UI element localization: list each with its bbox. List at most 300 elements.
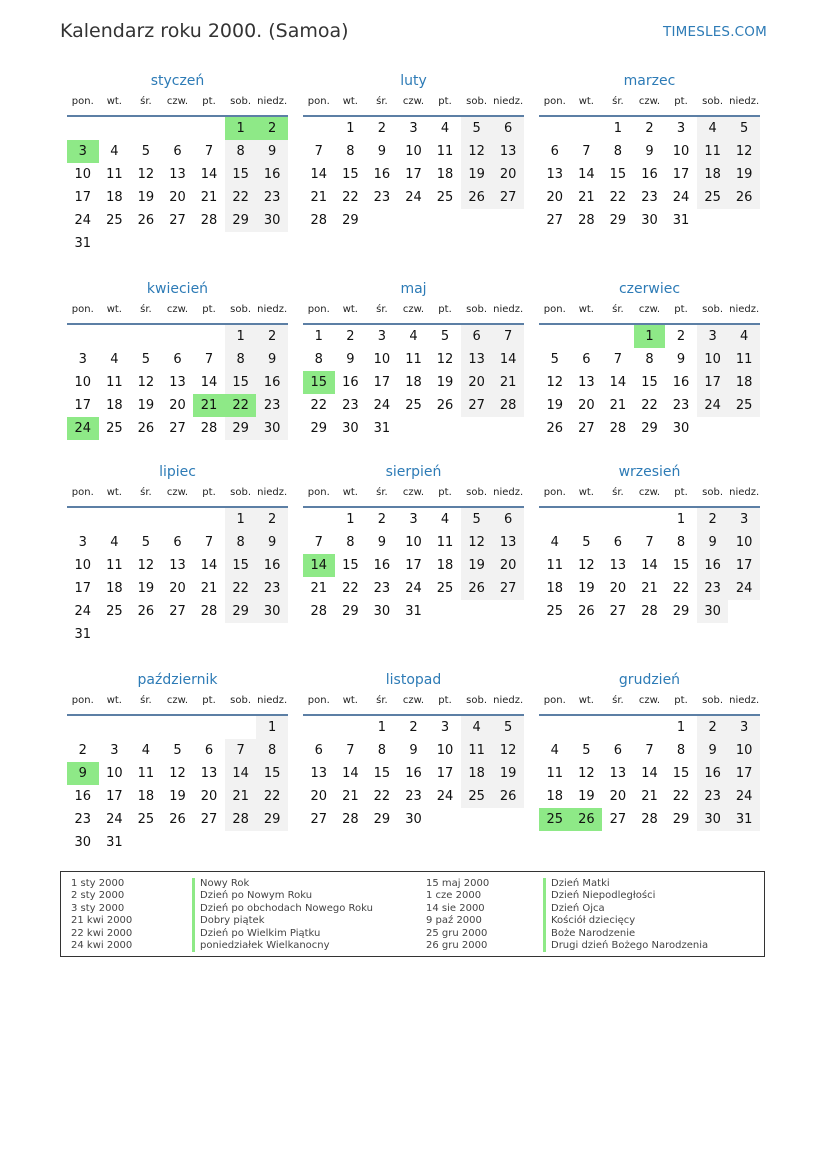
day-cell[interactable]: 16 xyxy=(373,167,391,182)
day-cell[interactable]: 4 xyxy=(440,121,450,136)
day-cell[interactable]: 5 xyxy=(141,535,151,550)
day-cell[interactable]: 10 xyxy=(405,144,422,159)
day-cell[interactable]: 20 xyxy=(169,398,186,413)
day-cell[interactable]: 17 xyxy=(405,558,422,573)
day-cell[interactable]: 5 xyxy=(492,716,524,739)
day-cell[interactable]: 20 xyxy=(169,581,186,596)
day-cell[interactable]: 29 xyxy=(641,421,658,436)
day-cell[interactable]: 14 xyxy=(310,167,328,182)
day-cell[interactable]: 6 xyxy=(173,535,182,550)
day-cell[interactable]: 11 xyxy=(697,140,729,163)
day-cell[interactable]: 4 xyxy=(728,325,760,348)
day-cell[interactable]: 14 xyxy=(225,762,257,785)
day-cell[interactable]: 29 xyxy=(342,604,359,619)
day-cell[interactable]: 2 xyxy=(409,720,418,735)
day-cell[interactable]: 9 xyxy=(676,352,686,367)
day-cell[interactable]: 1 xyxy=(377,720,387,735)
day-cell[interactable]: 11 xyxy=(137,766,155,781)
day-cell[interactable]: 19 xyxy=(137,398,155,413)
day-cell[interactable]: 23 xyxy=(697,577,729,600)
day-cell[interactable]: 12 xyxy=(461,140,493,163)
day-cell[interactable]: 3 xyxy=(728,716,760,739)
day-cell[interactable]: 3 xyxy=(409,121,418,136)
day-cell[interactable]: 29 xyxy=(342,213,359,228)
day-cell[interactable]: 21 xyxy=(200,581,218,596)
day-cell[interactable]: 28 xyxy=(200,604,218,619)
day-cell[interactable]: 19 xyxy=(436,375,454,390)
day-cell[interactable]: 7 xyxy=(204,352,214,367)
day-cell[interactable]: 2 xyxy=(676,329,686,344)
day-cell[interactable]: 3 xyxy=(78,535,87,550)
day-cell[interactable]: 21 xyxy=(310,581,328,596)
day-cell[interactable]: 25 xyxy=(405,398,422,413)
day-cell[interactable]: 1 xyxy=(314,329,323,344)
day-cell[interactable]: 22 xyxy=(342,581,359,596)
day-cell[interactable]: 1 xyxy=(225,117,257,140)
day-cell[interactable]: 8 xyxy=(676,535,686,550)
day-cell[interactable]: 23 xyxy=(74,812,92,827)
day-cell[interactable]: 2 xyxy=(697,716,729,739)
day-cell[interactable]: 28 xyxy=(609,421,627,436)
day-cell[interactable]: 18 xyxy=(106,398,123,413)
day-cell[interactable]: 16 xyxy=(342,375,359,390)
day-cell[interactable]: 4 xyxy=(440,512,450,527)
day-cell[interactable]: 27 xyxy=(609,812,627,827)
day-cell[interactable]: 19 xyxy=(137,190,155,205)
day-cell[interactable]: 22 xyxy=(641,398,658,413)
day-cell[interactable]: 2 xyxy=(645,121,654,136)
day-cell[interactable]: 17 xyxy=(74,581,92,596)
day-cell[interactable]: 7 xyxy=(582,144,591,159)
day-cell[interactable]: 12 xyxy=(546,375,564,390)
day-cell[interactable]: 5 xyxy=(582,535,591,550)
day-cell[interactable]: 1 xyxy=(256,716,288,739)
day-cell[interactable]: 30 xyxy=(641,213,658,228)
day-cell[interactable]: 6 xyxy=(550,144,559,159)
day-cell[interactable]: 15 xyxy=(672,558,690,573)
day-cell[interactable]: 30 xyxy=(256,209,288,232)
day-cell[interactable]: 18 xyxy=(697,163,729,186)
day-cell[interactable]: 30 xyxy=(256,600,288,623)
day-cell[interactable]: 20 xyxy=(200,789,218,804)
day-cell[interactable]: 1 xyxy=(613,121,623,136)
day-cell[interactable]: 9 xyxy=(256,140,288,163)
day-cell[interactable]: 22 xyxy=(225,394,257,417)
day-cell[interactable]: 26 xyxy=(137,213,155,228)
day-cell[interactable]: 27 xyxy=(200,812,218,827)
day-cell[interactable]: 13 xyxy=(169,167,186,182)
day-cell[interactable]: 13 xyxy=(546,167,564,182)
day-cell[interactable]: 25 xyxy=(436,190,454,205)
day-cell[interactable]: 14 xyxy=(200,167,218,182)
day-cell[interactable]: 17 xyxy=(436,766,454,781)
day-cell[interactable]: 3 xyxy=(78,352,87,367)
day-cell[interactable]: 30 xyxy=(697,600,729,623)
day-cell[interactable]: 30 xyxy=(405,812,422,827)
day-cell[interactable]: 14 xyxy=(641,766,658,781)
day-cell[interactable]: 13 xyxy=(169,375,186,390)
day-cell[interactable]: 8 xyxy=(225,140,257,163)
day-cell[interactable]: 6 xyxy=(582,352,591,367)
day-cell[interactable]: 25 xyxy=(106,213,123,228)
day-cell[interactable]: 7 xyxy=(645,535,654,550)
day-cell[interactable]: 22 xyxy=(609,190,627,205)
day-cell[interactable]: 5 xyxy=(173,743,182,758)
day-cell[interactable]: 13 xyxy=(492,140,524,163)
day-cell[interactable]: 24 xyxy=(728,577,760,600)
day-cell[interactable]: 5 xyxy=(461,508,493,531)
day-cell[interactable]: 22 xyxy=(672,581,690,596)
day-cell[interactable]: 5 xyxy=(440,329,450,344)
day-cell[interactable]: 24 xyxy=(405,581,422,596)
day-cell[interactable]: 2 xyxy=(256,325,288,348)
day-cell[interactable]: 28 xyxy=(310,213,328,228)
day-cell[interactable]: 15 xyxy=(672,766,690,781)
day-cell[interactable]: 25 xyxy=(436,581,454,596)
day-cell[interactable]: 22 xyxy=(342,190,359,205)
day-cell[interactable]: 5 xyxy=(550,352,559,367)
day-cell[interactable]: 17 xyxy=(697,371,729,394)
day-cell[interactable]: 19 xyxy=(546,398,564,413)
day-cell[interactable]: 8 xyxy=(346,144,355,159)
day-cell[interactable]: 10 xyxy=(74,375,92,390)
day-cell[interactable]: 23 xyxy=(342,398,359,413)
day-cell[interactable]: 21 xyxy=(310,190,328,205)
day-cell[interactable]: 6 xyxy=(204,743,214,758)
day-cell[interactable]: 13 xyxy=(169,558,186,573)
day-cell[interactable]: 27 xyxy=(609,604,627,619)
day-cell[interactable]: 19 xyxy=(169,789,186,804)
day-cell[interactable]: 12 xyxy=(137,167,155,182)
day-cell[interactable]: 4 xyxy=(461,716,493,739)
day-cell[interactable]: 26 xyxy=(137,421,155,436)
day-cell[interactable]: 21 xyxy=(200,190,218,205)
day-cell[interactable]: 7 xyxy=(613,352,623,367)
day-cell[interactable]: 7 xyxy=(314,144,323,159)
day-cell[interactable]: 10 xyxy=(373,352,391,367)
day-cell[interactable]: 28 xyxy=(310,604,328,619)
day-cell[interactable]: 8 xyxy=(225,531,257,554)
day-cell[interactable]: 30 xyxy=(373,604,391,619)
day-cell[interactable]: 25 xyxy=(106,421,123,436)
day-cell[interactable]: 12 xyxy=(461,531,493,554)
day-cell[interactable]: 25 xyxy=(546,604,564,619)
day-cell[interactable]: 11 xyxy=(106,558,123,573)
day-cell[interactable]: 20 xyxy=(492,163,524,186)
day-cell[interactable]: 8 xyxy=(645,352,654,367)
day-cell[interactable]: 26 xyxy=(546,421,564,436)
day-cell[interactable]: 21 xyxy=(193,394,225,417)
day-cell[interactable]: 25 xyxy=(539,808,571,831)
day-cell[interactable]: 14 xyxy=(342,766,359,781)
day-cell[interactable]: 27 xyxy=(461,394,493,417)
day-cell[interactable]: 20 xyxy=(578,398,595,413)
day-cell[interactable]: 22 xyxy=(373,789,391,804)
day-cell[interactable]: 15 xyxy=(303,371,335,394)
day-cell[interactable]: 9 xyxy=(377,535,387,550)
day-cell[interactable]: 28 xyxy=(225,808,257,831)
day-cell[interactable]: 6 xyxy=(314,743,323,758)
day-cell[interactable]: 18 xyxy=(546,789,564,804)
day-cell[interactable]: 19 xyxy=(578,789,595,804)
day-cell[interactable]: 7 xyxy=(645,743,654,758)
day-cell[interactable]: 12 xyxy=(578,558,595,573)
day-cell[interactable]: 3 xyxy=(440,720,450,735)
day-cell[interactable]: 16 xyxy=(256,554,288,577)
day-cell[interactable]: 16 xyxy=(256,163,288,186)
day-cell[interactable]: 23 xyxy=(697,785,729,808)
day-cell[interactable]: 28 xyxy=(641,812,658,827)
day-cell[interactable]: 16 xyxy=(672,375,690,390)
day-cell[interactable]: 19 xyxy=(461,554,493,577)
day-cell[interactable]: 10 xyxy=(106,766,123,781)
day-cell[interactable]: 6 xyxy=(173,144,182,159)
day-cell[interactable]: 10 xyxy=(728,531,760,554)
day-cell[interactable]: 4 xyxy=(409,329,418,344)
day-cell[interactable]: 3 xyxy=(697,325,729,348)
day-cell[interactable]: 7 xyxy=(492,325,524,348)
day-cell[interactable]: 10 xyxy=(74,167,92,182)
day-cell[interactable]: 26 xyxy=(169,812,186,827)
day-cell[interactable]: 13 xyxy=(461,348,493,371)
day-cell[interactable]: 26 xyxy=(461,186,493,209)
day-cell[interactable]: 2 xyxy=(697,508,729,531)
day-cell[interactable]: 28 xyxy=(200,213,218,228)
day-cell[interactable]: 11 xyxy=(436,144,454,159)
day-cell[interactable]: 18 xyxy=(436,167,454,182)
day-cell[interactable]: 20 xyxy=(310,789,328,804)
day-cell[interactable]: 24 xyxy=(67,417,99,440)
day-cell[interactable]: 9 xyxy=(377,144,387,159)
day-cell[interactable]: 2 xyxy=(256,508,288,531)
day-cell[interactable]: 26 xyxy=(492,785,524,808)
day-cell[interactable]: 18 xyxy=(546,581,564,596)
day-cell[interactable]: 11 xyxy=(106,167,123,182)
day-cell[interactable]: 29 xyxy=(225,209,257,232)
day-cell[interactable]: 20 xyxy=(546,190,564,205)
day-cell[interactable]: 13 xyxy=(200,766,218,781)
brand-link[interactable]: TIMESLES.COM xyxy=(663,24,767,40)
day-cell[interactable]: 28 xyxy=(342,812,359,827)
day-cell[interactable]: 3 xyxy=(676,121,686,136)
day-cell[interactable]: 18 xyxy=(137,789,155,804)
day-cell[interactable]: 7 xyxy=(204,144,214,159)
day-cell[interactable]: 31 xyxy=(728,808,760,831)
day-cell[interactable]: 23 xyxy=(256,394,288,417)
day-cell[interactable]: 24 xyxy=(436,789,454,804)
day-cell[interactable]: 21 xyxy=(225,785,257,808)
day-cell[interactable]: 23 xyxy=(373,581,391,596)
day-cell[interactable]: 17 xyxy=(728,554,760,577)
day-cell[interactable]: 27 xyxy=(546,213,564,228)
day-cell[interactable]: 9 xyxy=(697,531,729,554)
day-cell[interactable]: 25 xyxy=(461,785,493,808)
day-cell[interactable]: 6 xyxy=(613,743,623,758)
day-cell[interactable]: 24 xyxy=(74,604,92,619)
day-cell[interactable]: 29 xyxy=(225,417,257,440)
day-cell[interactable]: 16 xyxy=(697,554,729,577)
day-cell[interactable]: 29 xyxy=(672,812,690,827)
day-cell[interactable]: 12 xyxy=(436,352,454,367)
day-cell[interactable]: 18 xyxy=(405,375,422,390)
day-cell[interactable]: 4 xyxy=(697,117,729,140)
day-cell[interactable]: 15 xyxy=(609,167,627,182)
day-cell[interactable]: 21 xyxy=(578,190,595,205)
day-cell[interactable]: 16 xyxy=(74,789,92,804)
day-cell[interactable]: 4 xyxy=(110,535,119,550)
day-cell[interactable]: 6 xyxy=(492,508,524,531)
day-cell[interactable]: 4 xyxy=(550,535,559,550)
day-cell[interactable]: 4 xyxy=(110,144,119,159)
day-cell[interactable]: 13 xyxy=(492,531,524,554)
day-cell[interactable]: 17 xyxy=(405,167,422,182)
day-cell[interactable]: 29 xyxy=(225,600,257,623)
day-cell[interactable]: 29 xyxy=(373,812,391,827)
day-cell[interactable]: 16 xyxy=(641,167,658,182)
day-cell[interactable]: 17 xyxy=(74,190,92,205)
day-cell[interactable]: 27 xyxy=(492,186,524,209)
day-cell[interactable]: 19 xyxy=(728,163,760,186)
day-cell[interactable]: 15 xyxy=(225,554,257,577)
day-cell[interactable]: 12 xyxy=(728,140,760,163)
day-cell[interactable]: 6 xyxy=(613,535,623,550)
day-cell[interactable]: 29 xyxy=(609,213,627,228)
day-cell[interactable]: 20 xyxy=(492,554,524,577)
day-cell[interactable]: 24 xyxy=(728,785,760,808)
day-cell[interactable]: 22 xyxy=(310,398,328,413)
day-cell[interactable]: 23 xyxy=(256,577,288,600)
day-cell[interactable]: 2 xyxy=(256,117,288,140)
day-cell[interactable]: 3 xyxy=(67,140,99,163)
day-cell[interactable]: 15 xyxy=(342,167,359,182)
day-cell[interactable]: 12 xyxy=(492,739,524,762)
day-cell[interactable]: 2 xyxy=(346,329,355,344)
day-cell[interactable]: 17 xyxy=(672,167,690,182)
day-cell[interactable]: 27 xyxy=(169,213,186,228)
day-cell[interactable]: 11 xyxy=(728,348,760,371)
day-cell[interactable]: 27 xyxy=(492,577,524,600)
day-cell[interactable]: 5 xyxy=(461,117,493,140)
day-cell[interactable]: 27 xyxy=(169,421,186,436)
day-cell[interactable]: 5 xyxy=(141,352,151,367)
day-cell[interactable]: 9 xyxy=(645,144,654,159)
day-cell[interactable]: 14 xyxy=(200,558,218,573)
day-cell[interactable]: 15 xyxy=(225,371,257,394)
day-cell[interactable]: 18 xyxy=(728,371,760,394)
day-cell[interactable]: 8 xyxy=(377,743,387,758)
day-cell[interactable]: 14 xyxy=(578,167,595,182)
day-cell[interactable]: 1 xyxy=(346,512,355,527)
day-cell[interactable]: 25 xyxy=(728,394,760,417)
day-cell[interactable]: 1 xyxy=(346,121,355,136)
day-cell[interactable]: 21 xyxy=(342,789,359,804)
day-cell[interactable]: 28 xyxy=(641,604,658,619)
day-cell[interactable]: 10 xyxy=(672,144,690,159)
day-cell[interactable]: 8 xyxy=(676,743,686,758)
day-cell[interactable]: 16 xyxy=(373,558,391,573)
day-cell[interactable]: 27 xyxy=(310,812,328,827)
day-cell[interactable]: 14 xyxy=(641,558,658,573)
day-cell[interactable]: 30 xyxy=(342,421,359,436)
day-cell[interactable]: 5 xyxy=(582,743,591,758)
day-cell[interactable]: 28 xyxy=(200,421,218,436)
day-cell[interactable]: 16 xyxy=(256,371,288,394)
day-cell[interactable]: 10 xyxy=(74,558,92,573)
day-cell[interactable]: 15 xyxy=(342,558,359,573)
day-cell[interactable]: 14 xyxy=(200,375,218,390)
day-cell[interactable]: 10 xyxy=(728,739,760,762)
day-cell[interactable]: 3 xyxy=(110,743,119,758)
day-cell[interactable]: 9 xyxy=(697,739,729,762)
day-cell[interactable]: 8 xyxy=(346,535,355,550)
day-cell[interactable]: 8 xyxy=(225,348,257,371)
day-cell[interactable]: 11 xyxy=(546,766,564,781)
day-cell[interactable]: 7 xyxy=(225,739,257,762)
day-cell[interactable]: 4 xyxy=(141,743,151,758)
day-cell[interactable]: 26 xyxy=(728,186,760,209)
day-cell[interactable]: 29 xyxy=(256,808,288,831)
day-cell[interactable]: 17 xyxy=(728,762,760,785)
day-cell[interactable]: 21 xyxy=(641,581,658,596)
day-cell[interactable]: 29 xyxy=(672,604,690,619)
day-cell[interactable]: 26 xyxy=(571,808,603,831)
day-cell[interactable]: 20 xyxy=(461,371,493,394)
day-cell[interactable]: 9 xyxy=(256,348,288,371)
day-cell[interactable]: 12 xyxy=(578,766,595,781)
day-cell[interactable]: 27 xyxy=(578,421,595,436)
day-cell[interactable]: 6 xyxy=(492,117,524,140)
day-cell[interactable]: 7 xyxy=(314,535,323,550)
day-cell[interactable]: 1 xyxy=(676,720,686,735)
day-cell[interactable]: 30 xyxy=(256,417,288,440)
day-cell[interactable]: 3 xyxy=(377,329,387,344)
day-cell[interactable]: 31 xyxy=(74,236,92,251)
day-cell[interactable]: 3 xyxy=(728,508,760,531)
day-cell[interactable]: 24 xyxy=(672,190,690,205)
day-cell[interactable]: 6 xyxy=(461,325,493,348)
day-cell[interactable]: 30 xyxy=(672,421,690,436)
day-cell[interactable]: 13 xyxy=(578,375,595,390)
day-cell[interactable]: 27 xyxy=(169,604,186,619)
day-cell[interactable]: 2 xyxy=(377,512,387,527)
day-cell[interactable]: 30 xyxy=(697,808,729,831)
day-cell[interactable]: 9 xyxy=(256,531,288,554)
day-cell[interactable]: 12 xyxy=(169,766,186,781)
day-cell[interactable]: 2 xyxy=(377,121,387,136)
day-cell[interactable]: 11 xyxy=(461,739,493,762)
day-cell[interactable]: 18 xyxy=(106,581,123,596)
day-cell[interactable]: 15 xyxy=(641,375,658,390)
day-cell[interactable]: 10 xyxy=(697,348,729,371)
day-cell[interactable]: 23 xyxy=(641,190,658,205)
day-cell[interactable]: 31 xyxy=(672,213,690,228)
day-cell[interactable]: 18 xyxy=(436,558,454,573)
day-cell[interactable]: 4 xyxy=(550,743,559,758)
day-cell[interactable]: 11 xyxy=(106,375,123,390)
day-cell[interactable]: 31 xyxy=(405,604,422,619)
day-cell[interactable]: 14 xyxy=(303,554,335,577)
day-cell[interactable]: 24 xyxy=(405,190,422,205)
day-cell[interactable]: 21 xyxy=(641,789,658,804)
day-cell[interactable]: 14 xyxy=(492,348,524,371)
day-cell[interactable]: 24 xyxy=(106,812,123,827)
day-cell[interactable]: 17 xyxy=(373,375,391,390)
day-cell[interactable]: 25 xyxy=(697,186,729,209)
day-cell[interactable]: 15 xyxy=(225,163,257,186)
day-cell[interactable]: 28 xyxy=(492,394,524,417)
day-cell[interactable]: 26 xyxy=(461,577,493,600)
day-cell[interactable]: 1 xyxy=(225,508,257,531)
